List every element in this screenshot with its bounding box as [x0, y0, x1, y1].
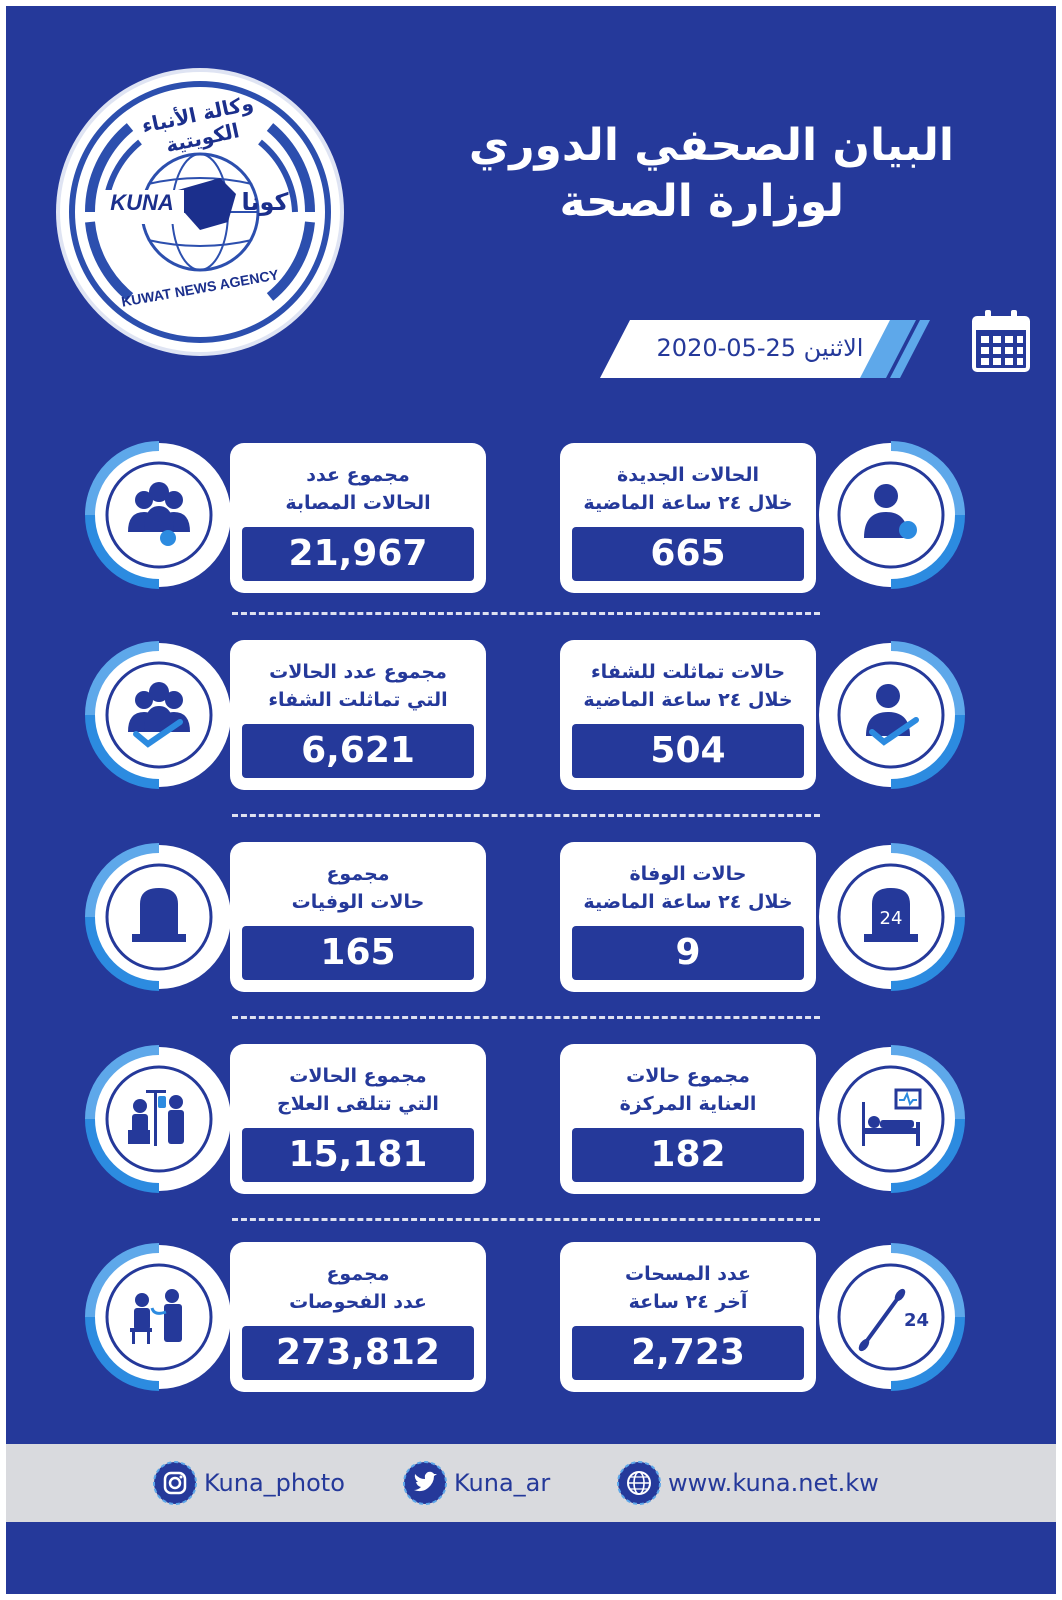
- stat-card-deaths-24h: [560, 842, 816, 992]
- swab-24-label: 24: [904, 1310, 930, 1331]
- stat-ring-total-tests: [84, 1242, 234, 1392]
- stat-card-new-cases: [560, 443, 816, 593]
- globe-icon: [616, 1460, 662, 1506]
- website-link[interactable]: [616, 1458, 879, 1508]
- stat-label-line1: مجموع: [326, 863, 390, 885]
- stat-value: 273,812: [242, 1326, 474, 1380]
- stat-card-total-cases: [230, 443, 486, 593]
- section-divider: [232, 612, 820, 615]
- stat-value: 165: [242, 926, 474, 980]
- stat-label-line1: مجموع حالات: [626, 1065, 750, 1087]
- kuna-logo: [60, 72, 340, 352]
- stat-ring-new-cases: [816, 440, 966, 590]
- twitter-handle: Kuna_ar: [454, 1469, 551, 1497]
- stat-label-line2: خلال ٢٤ ساعة الماضية: [583, 492, 793, 514]
- calendar-icon: [972, 308, 1030, 372]
- stat-label-line2: خلال ٢٤ ساعة الماضية: [583, 891, 793, 913]
- stat-ring-icu: [816, 1044, 966, 1194]
- stat-label-line1: مجموع عدد الحالات: [269, 661, 447, 683]
- stat-value: 6,621: [242, 724, 474, 778]
- stat-ring-swabs-24h: [816, 1242, 966, 1392]
- logo-english-name: KUWAT NEWS AGENCY: [120, 266, 280, 310]
- stat-value: 665: [572, 527, 804, 581]
- stat-value: 21,967: [242, 527, 474, 581]
- twitter-link[interactable]: [402, 1458, 550, 1508]
- stat-label-line1: مجموع الحالات: [289, 1065, 427, 1087]
- stat-value: 504: [572, 724, 804, 778]
- instagram-link[interactable]: [152, 1458, 345, 1508]
- logo-arabic-name: وكالة الأنباء الكويتية: [139, 90, 256, 158]
- stat-label-line2: حالات الوفيات: [291, 891, 425, 913]
- stat-ring-total-cases: [84, 440, 234, 590]
- stat-ring-deaths-24h: [816, 842, 966, 992]
- report-date: الاثنين 25-05-2020: [656, 334, 864, 362]
- stat-label-line1: الحالات الجديدة: [617, 464, 759, 486]
- stat-card-total-recovered: [230, 640, 486, 790]
- stat-label-line2: آخر ٢٤ ساعة: [628, 1291, 748, 1313]
- stat-ring-recovered-24h: [816, 640, 966, 790]
- stat-ring-total-deaths: [84, 842, 234, 992]
- stat-card-swabs-24h: [560, 1242, 816, 1392]
- tombstone-24-label: 24: [879, 908, 903, 929]
- twitter-icon: [402, 1460, 448, 1506]
- stat-label-line2: الحالات المصابة: [285, 492, 431, 514]
- logo-kuna-latin: KUNA: [110, 190, 174, 215]
- page-title: [394, 118, 954, 230]
- stat-card-total-deaths: [230, 842, 486, 992]
- stat-label-line2: خلال ٢٤ ساعة الماضية: [583, 689, 793, 711]
- stat-value: 15,181: [242, 1128, 474, 1182]
- section-divider: [232, 814, 820, 817]
- stat-value: 9: [572, 926, 804, 980]
- stat-label-line1: مجموع: [326, 1263, 390, 1285]
- title-line-1: البيان الصحفي الدوري: [468, 120, 954, 171]
- section-divider: [232, 1016, 820, 1019]
- website-url: www.kuna.net.kw: [668, 1469, 879, 1497]
- instagram-icon: [152, 1460, 198, 1506]
- stat-ring-total-recovered: [84, 640, 234, 790]
- stat-value: 2,723: [572, 1326, 804, 1380]
- stat-label-line1: مجموع عدد: [306, 464, 410, 486]
- stat-label-line2: العناية المركزة: [619, 1093, 757, 1115]
- stat-card-under-treatment: [230, 1044, 486, 1194]
- title-line-2: لوزارة الصحة: [559, 176, 844, 227]
- stat-label-line1: حالات تماثلت للشفاء: [590, 661, 786, 683]
- stat-card-total-tests: [230, 1242, 486, 1392]
- instagram-handle: Kuna_photo: [204, 1469, 345, 1497]
- stat-card-recovered-24h: [560, 640, 816, 790]
- section-divider: [232, 1218, 820, 1221]
- stat-label-line2: عدد الفحوصات: [289, 1291, 427, 1313]
- stat-label-line1: عدد المسحات: [625, 1263, 751, 1285]
- stat-label-line2: التي تتلقى العلاج: [277, 1093, 439, 1115]
- logo-kuna-arabic: كونا: [241, 188, 289, 216]
- stat-label-line1: حالات الوفاة: [629, 863, 747, 885]
- stat-ring-under-treatment: [84, 1044, 234, 1194]
- stat-label-line2: التي تماثلت الشفاء: [268, 689, 448, 711]
- stat-value: 182: [572, 1128, 804, 1182]
- stat-card-icu: [560, 1044, 816, 1194]
